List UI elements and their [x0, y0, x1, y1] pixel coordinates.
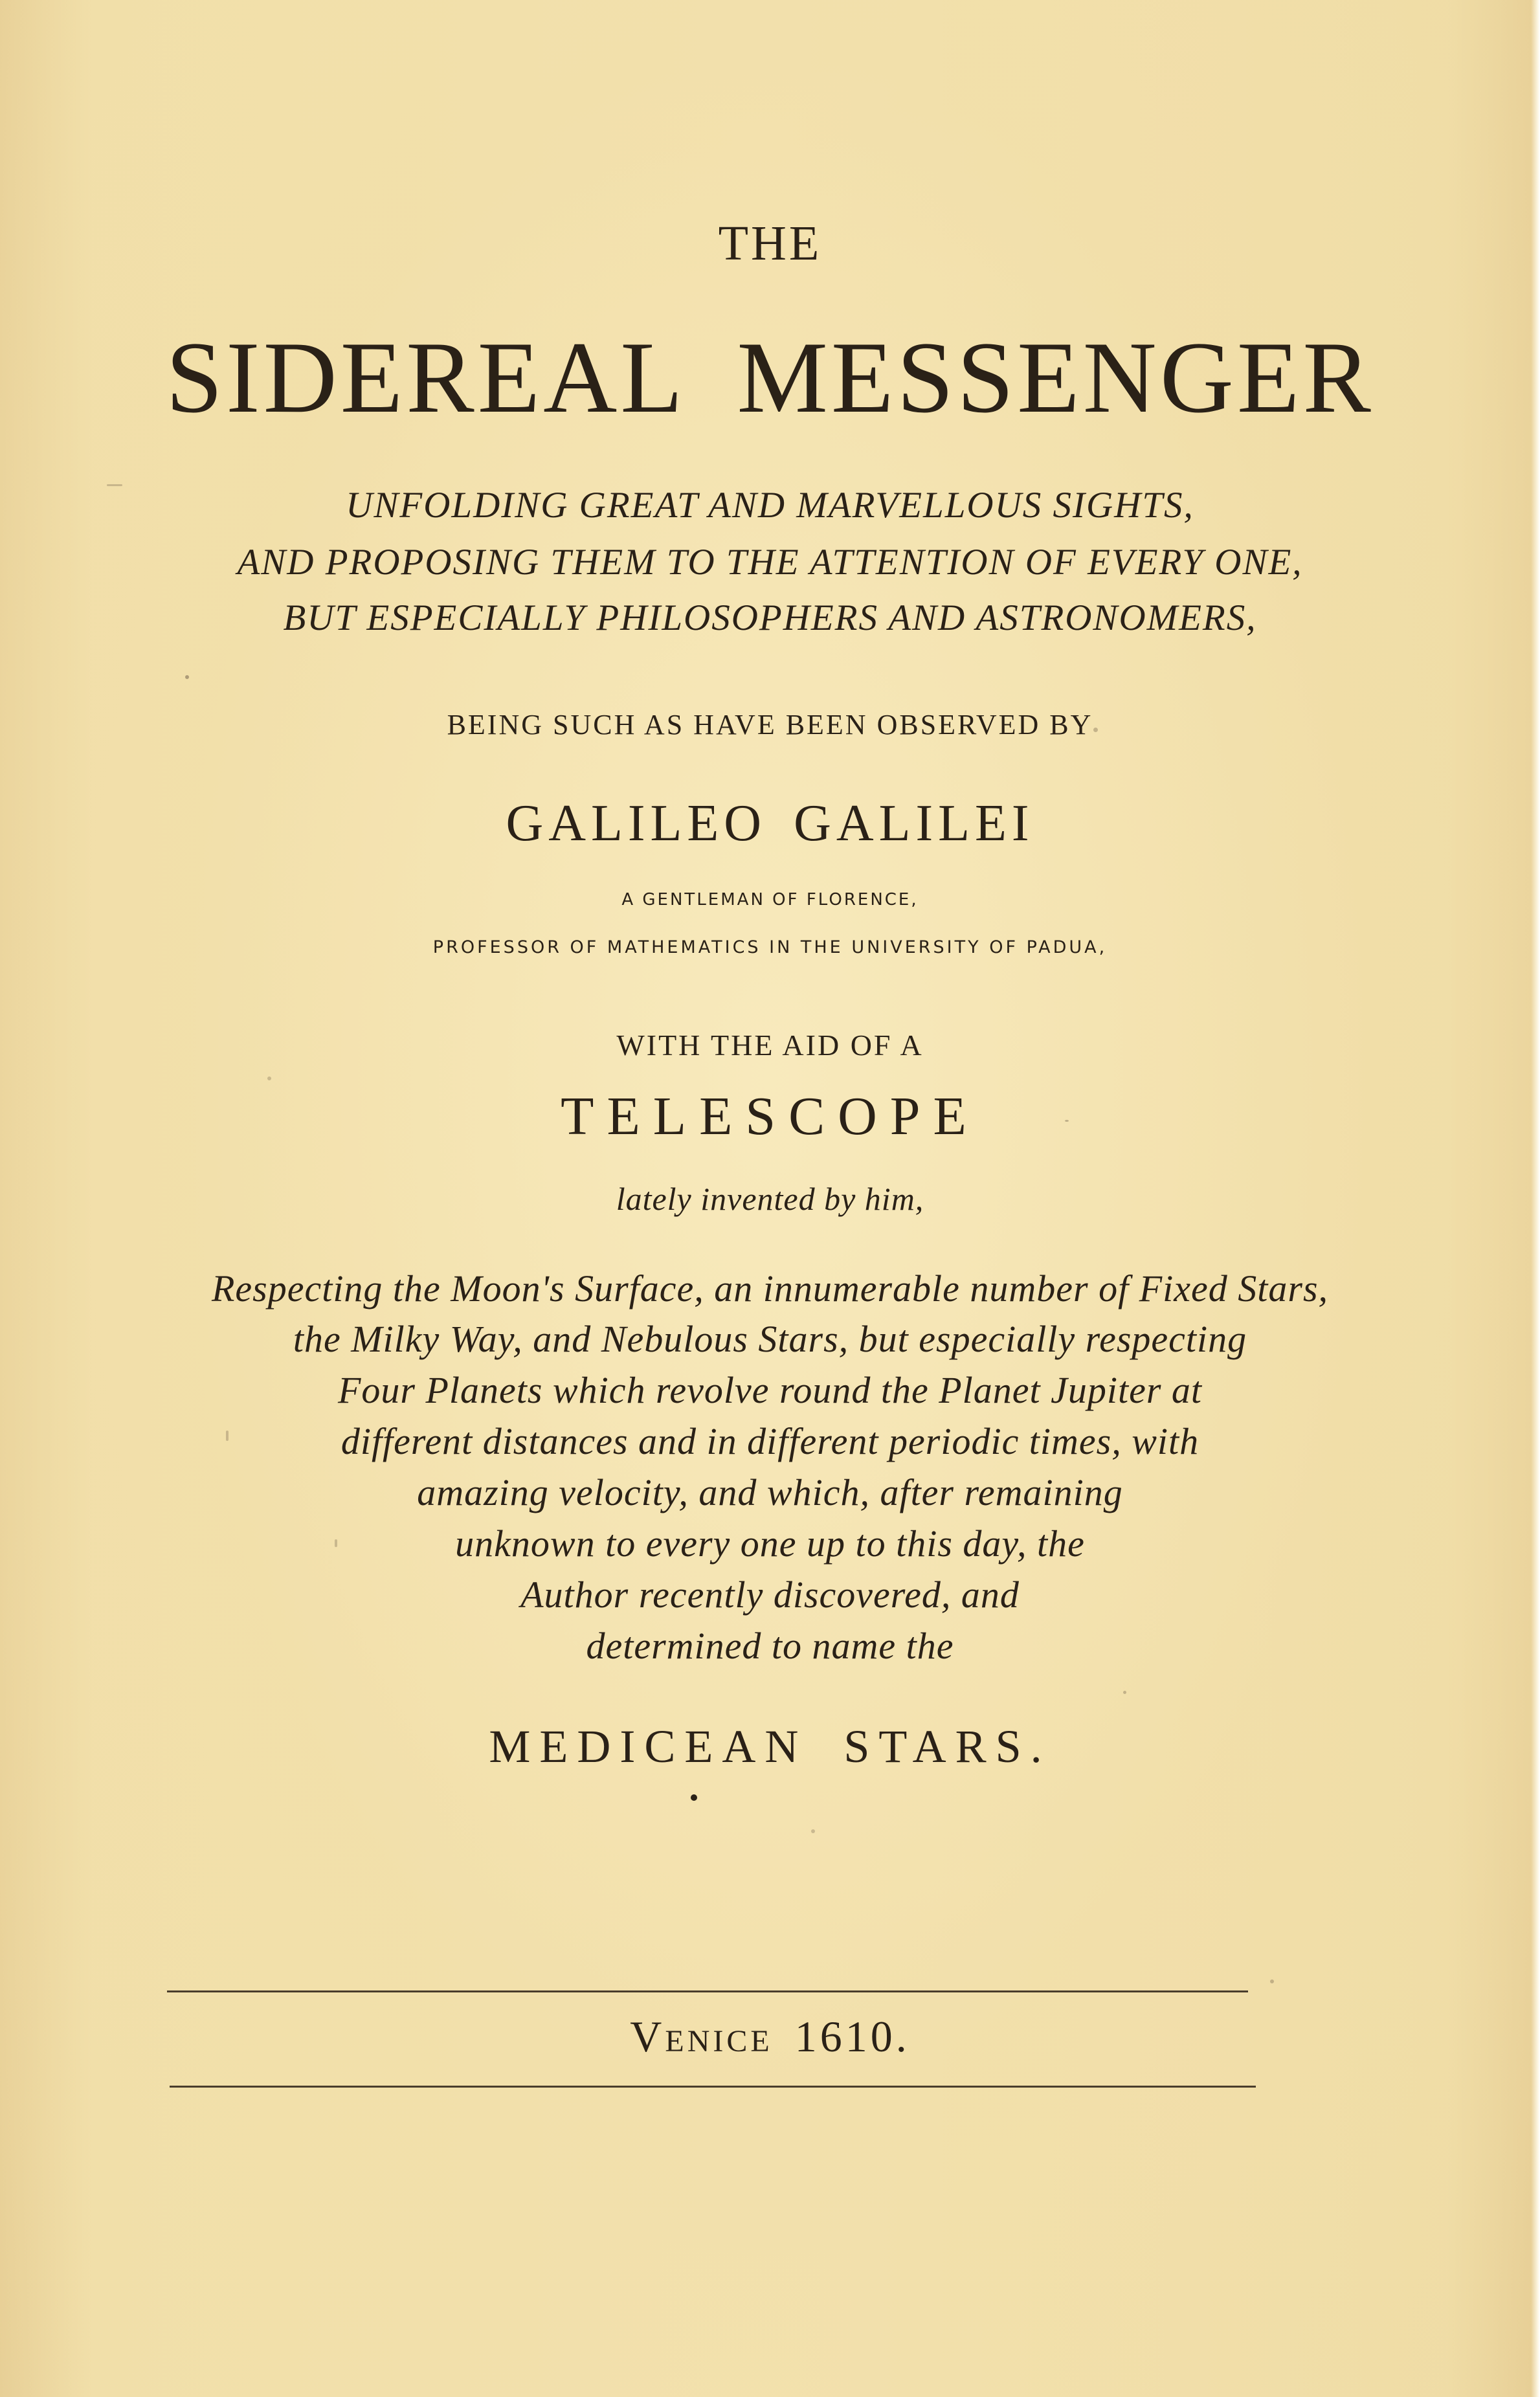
respecting-line-4: different distances and in different periodic times, with	[340, 1420, 1200, 1462]
subtitle-line-3: BUT ESPECIALLY PHILOSOPHERS AND ASTRONOMERS,	[283, 597, 1257, 638]
paper-speck	[267, 1076, 271, 1080]
respecting-line-1: Respecting the Moon's Surface, an innumerable number of Fixed Stars,	[211, 1267, 1329, 1310]
respecting-line-5: amazing velocity, and which, after remaining	[417, 1471, 1123, 1513]
instrument-name: TELESCOPE	[561, 1086, 979, 1146]
paper-speck	[1065, 1120, 1069, 1122]
bottom-rule	[170, 2086, 1256, 2088]
paper-speck	[1093, 728, 1098, 732]
with-aid-line: WITH THE AID OF A	[616, 1029, 924, 1062]
paper-speck	[335, 1539, 337, 1547]
invented-line: lately invented by him,	[616, 1181, 924, 1217]
top-rule	[167, 1990, 1248, 1992]
respecting-line-6: unknown to every one up to this day, the	[455, 1522, 1085, 1565]
paper-speck	[107, 484, 122, 486]
respecting-line-7: Author recently discovered, and	[520, 1574, 1020, 1616]
author-name: GALILEO GALILEI	[506, 795, 1034, 852]
author-description-1: A GENTLEMAN OF FLORENCE,	[621, 890, 919, 909]
ink-dot	[691, 1794, 697, 1801]
observed-by-line: BEING SUCH AS HAVE BEEN OBSERVED BY	[447, 709, 1093, 741]
subtitle-line-2: AND PROPOSING THEM TO THE ATTENTION OF EVERY ONE,	[237, 542, 1303, 583]
paper-speck	[1270, 1979, 1274, 1983]
subtitle-line-1: UNFOLDING GREAT AND MARVELLOUS SIGHTS,	[346, 485, 1194, 526]
paper-speck	[811, 1829, 815, 1833]
author-description-2: PROFESSOR OF MATHEMATICS IN THE UNIVERSITY OF PADUA,	[432, 937, 1108, 957]
respecting-line-2: the Milky Way, and Nebulous Stars, but especially respecting	[293, 1318, 1247, 1360]
respecting-line-3: Four Planets which revolve round the Planet Jupiter at	[337, 1369, 1203, 1411]
paper-speck	[185, 675, 189, 679]
book-title: SIDEREAL MESSENGER	[166, 321, 1374, 434]
title-article: THE	[718, 216, 822, 271]
paper-speck	[226, 1431, 229, 1441]
respecting-line-8: determined to name the	[586, 1625, 954, 1667]
paper-speck	[1123, 1691, 1126, 1694]
medicean-stars: MEDICEAN STARS.	[489, 1721, 1051, 1772]
imprint: Venice 1610.	[630, 2012, 910, 2061]
